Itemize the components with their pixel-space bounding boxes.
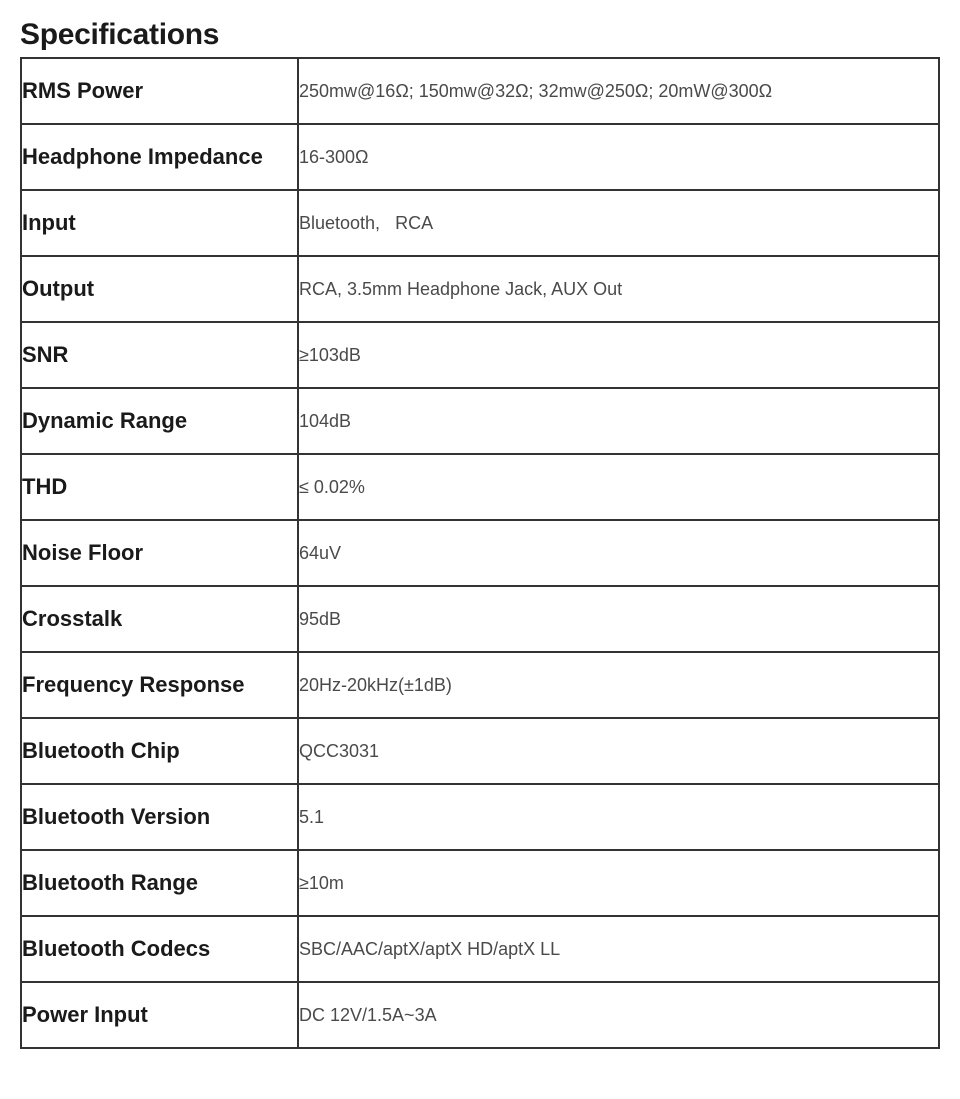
table-row (21, 520, 939, 586)
spec-label: Input (21, 190, 298, 256)
spec-label: Dynamic Range (21, 388, 298, 454)
spec-value: QCC3031 (298, 718, 939, 784)
spec-value: 5.1 (298, 784, 939, 850)
specifications-table (20, 57, 940, 1049)
spec-value: ≥103dB (298, 322, 939, 388)
table-row (21, 982, 939, 1048)
spec-label: Bluetooth Chip (21, 718, 298, 784)
spec-value: ≥10m (298, 850, 939, 916)
table-row (21, 454, 939, 520)
table-row (21, 388, 939, 454)
table-row (21, 190, 939, 256)
spec-label: Headphone Impedance (21, 124, 298, 190)
spec-value: 104dB (298, 388, 939, 454)
page-title: Specifications (20, 18, 220, 51)
spec-label: Bluetooth Range (21, 850, 298, 916)
spec-label: Output (21, 256, 298, 322)
spec-value: SBC/AAC/aptX/aptX HD/aptX LL (298, 916, 939, 982)
spec-label: Crosstalk (21, 586, 298, 652)
spec-value: RCA, 3.5mm Headphone Jack, AUX Out (298, 256, 939, 322)
table-row (21, 784, 939, 850)
spec-label: Frequency Response (21, 652, 298, 718)
spec-label: Noise Floor (21, 520, 298, 586)
spec-value: 250mw@16Ω; 150mw@32Ω; 32mw@250Ω; 20mW@300Ω (298, 58, 939, 124)
spec-value: 16-300Ω (298, 124, 939, 190)
table-row (21, 58, 939, 124)
table-row (21, 586, 939, 652)
table-row (21, 652, 939, 718)
spec-value: Bluetooth, RCA (298, 190, 939, 256)
spec-value: 20Hz-20kHz(±1dB) (298, 652, 939, 718)
spec-label: SNR (21, 322, 298, 388)
spec-value: ≤ 0.02% (298, 454, 939, 520)
table-row (21, 124, 939, 190)
table-row (21, 916, 939, 982)
spec-label: Bluetooth Codecs (21, 916, 298, 982)
table-row (21, 256, 939, 322)
spec-value: 95dB (298, 586, 939, 652)
spec-label: Bluetooth Version (21, 784, 298, 850)
spec-label: Power Input (21, 982, 298, 1048)
table-row (21, 718, 939, 784)
table-row (21, 850, 939, 916)
table-row (21, 322, 939, 388)
spec-value: 64uV (298, 520, 939, 586)
spec-value: DC 12V/1.5A~3A (298, 982, 939, 1048)
spec-label: THD (21, 454, 298, 520)
spec-label: RMS Power (21, 58, 298, 124)
